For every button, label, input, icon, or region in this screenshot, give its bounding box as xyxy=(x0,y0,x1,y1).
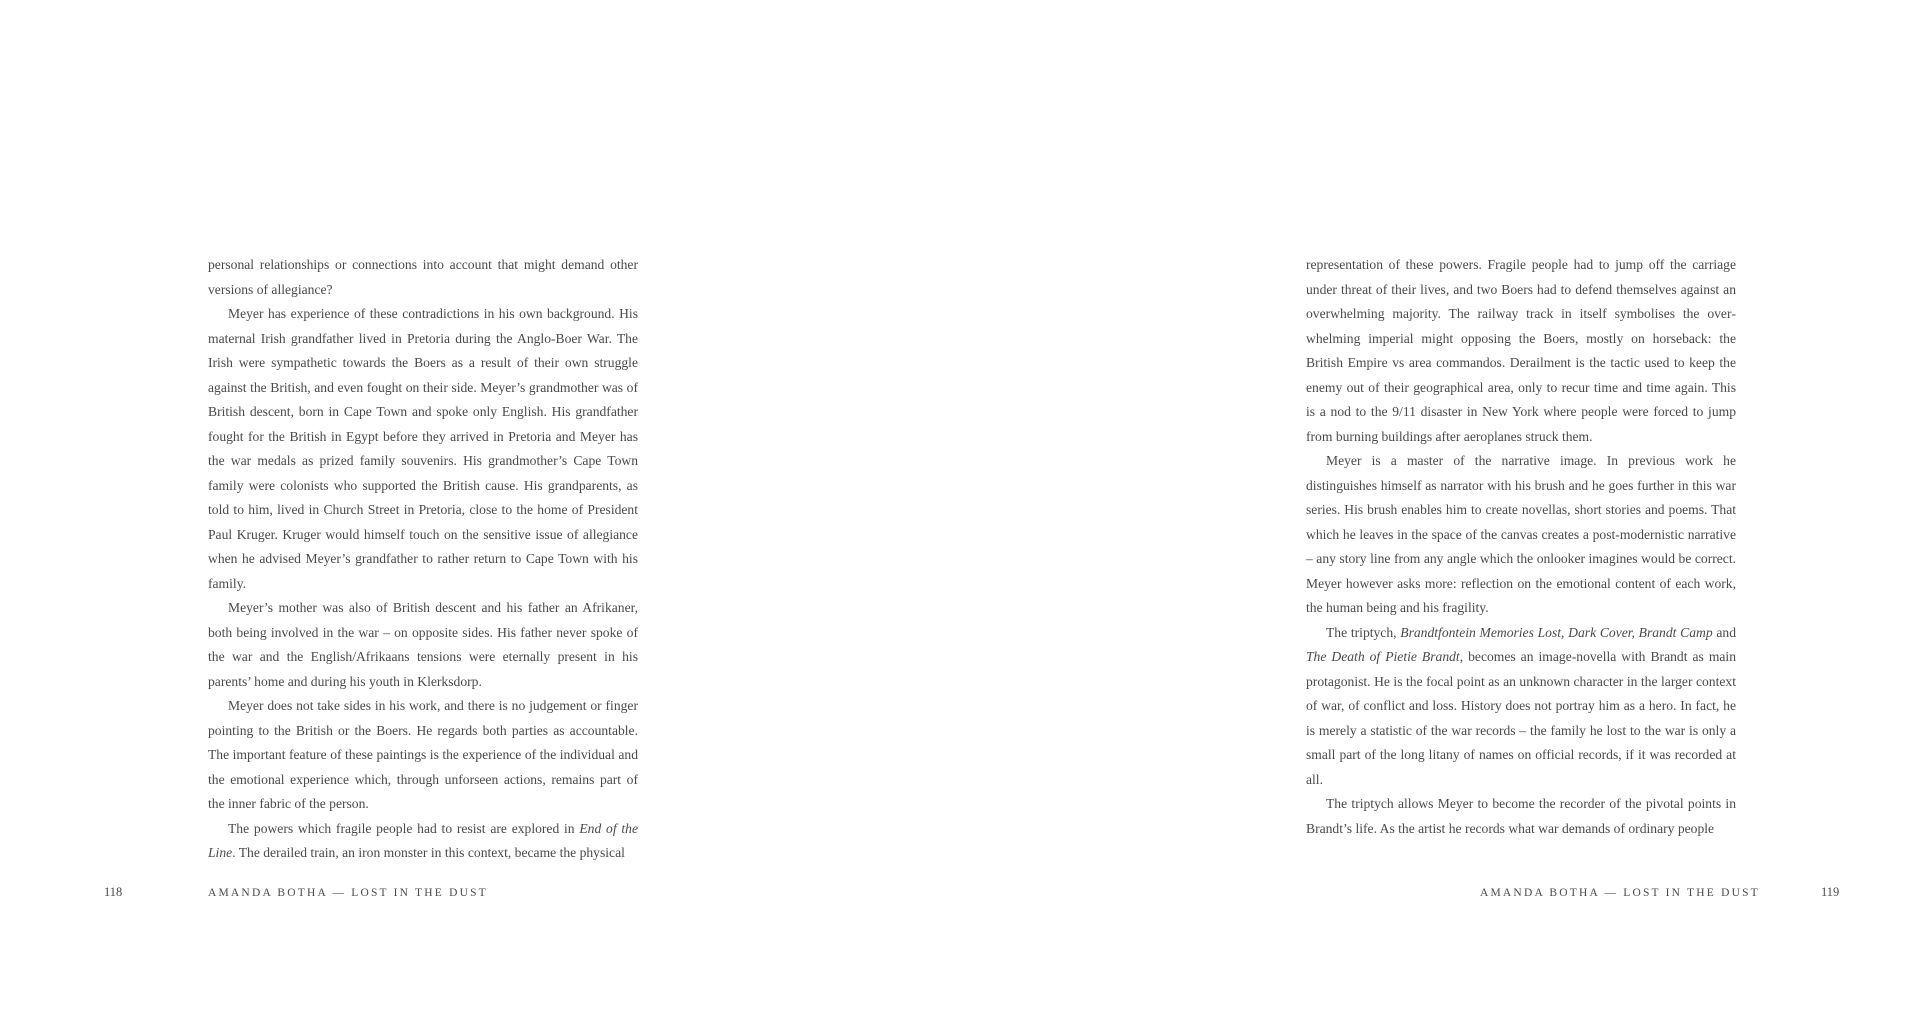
paragraph-text: and xyxy=(1712,624,1736,640)
paragraph-text: The powers which fragile people had to resist are explored in xyxy=(228,820,580,836)
left-running-head: AMANDA BOTHA — LOST IN THE DUST xyxy=(208,887,488,899)
left-page-number: 118 xyxy=(104,885,123,899)
paragraph xyxy=(208,817,638,866)
paragraph-text: . The derailed train, an iron monster in this context, became the physical xyxy=(232,845,625,860)
paragraph xyxy=(208,253,638,302)
paragraph xyxy=(208,596,638,694)
paragraph xyxy=(1306,253,1736,449)
paragraph xyxy=(1306,792,1736,841)
italic-title-text: The Death of Pietie Brandt xyxy=(1306,649,1460,664)
paragraph-text: Meyer has experience of these contradictions in his own background. His maternal Irish grandfather lived in Pretoria during the Anglo-Boer War. The Irish were sympathetic towards the Boers as a result of their own struggle against the British, and even fought on their side. Meyer’s grandmother was of British descent, born in Cape Town and spoke only English. His grandfather fought for the British in Egypt before they arrived in Pretoria and Meyer has the war medals as prized family souvenirs. His grandmother’s Cape Town family were colonists who supported the British cause. His grandparents, as told to him, lived in Church Street in Pretoria, close to the home of President Paul Kruger. Kruger would himself touch on the sensitive issue of allegiance when he advised Meyer’s grandfather to rather return to Cape Town with his family. xyxy=(208,306,638,591)
paragraph-text: , becomes an image-novella with Brandt as main protagonist. He is the focal point as an unknown character in the larger context of war, of conflict and loss. History does not portray him as a hero. In fact, he is merely a statistic of the war records – the family he lost to the war is only a small part of the long litany of names on official records, if it was recorded at all. xyxy=(1306,649,1736,787)
paragraph-text: Meyer’s mother was also of British descent and his father an Afrikaner, both being involved in the war – on opposite sides. His father never spoke of the war and the English/Afrikaans tensions were eternally present in his parents’ home and during his youth in Klerksdorp. xyxy=(208,600,638,689)
paragraph xyxy=(1306,621,1736,793)
paragraph-text: representation of these powers. Fragile people had to jump off the carriage under threat of their lives, and two Boers had to defend themselves against an overwhelming majority. The railway track in itself symbolises the overwhelming imperial might opposing the Boers, mostly on horseback: the British Empire vs area commandos. Derailment is the tactic used to keep the enemy out of their geographical area, only to recur time and time again. This is a nod to the 9/11 disaster in New York where people were forced to jump from burning buildings after aeroplanes struck them. xyxy=(1306,257,1736,444)
paragraph-text: The triptych, xyxy=(1326,624,1401,640)
paragraph-text: Meyer does not take sides in his work, and there is no judgement or finger pointing to the British or the Boers. He regards both parties as accountable. The important feature of these paintings is the experience of the individual and the emotional experience which, through unforseen actions, remains part of the inner fabric of the person. xyxy=(208,698,638,811)
paragraph xyxy=(208,302,638,596)
paragraph-text: The triptych allows Meyer to become the recorder of the pivotal points in Brandt’s life. As the artist he records what war demands of ordinary people xyxy=(1306,796,1736,836)
italic-title-text: Brandtfontein Memories Lost, Dark Cover, Brandt Camp xyxy=(1400,624,1713,640)
right-page-number: 119 xyxy=(1821,885,1840,899)
paragraph xyxy=(1306,449,1736,621)
paragraph-text: personal relationships or connections into account that might demand other versions of allegiance? xyxy=(208,257,638,297)
right-page-body-text xyxy=(1306,253,1736,841)
italic-title-text: End of the Line xyxy=(208,820,638,860)
right-running-head: AMANDA BOTHA — LOST IN THE DUST xyxy=(1480,887,1760,899)
left-page-body-text xyxy=(208,253,638,866)
paragraph xyxy=(208,694,638,817)
paragraph-text: Meyer is a master of the narrative image. In previous work he distinguishes himself as narrator with his brush and he goes further in this war series. His brush enables him to create novellas, short stories and poems. That which he leaves in the space of the canvas creates a post-modernistic narrative – any story line from any angle which the onlooker imagines would be correct. Meyer however asks more: reflection on the emotional content of each work, the human being and his fragility. xyxy=(1306,453,1736,615)
